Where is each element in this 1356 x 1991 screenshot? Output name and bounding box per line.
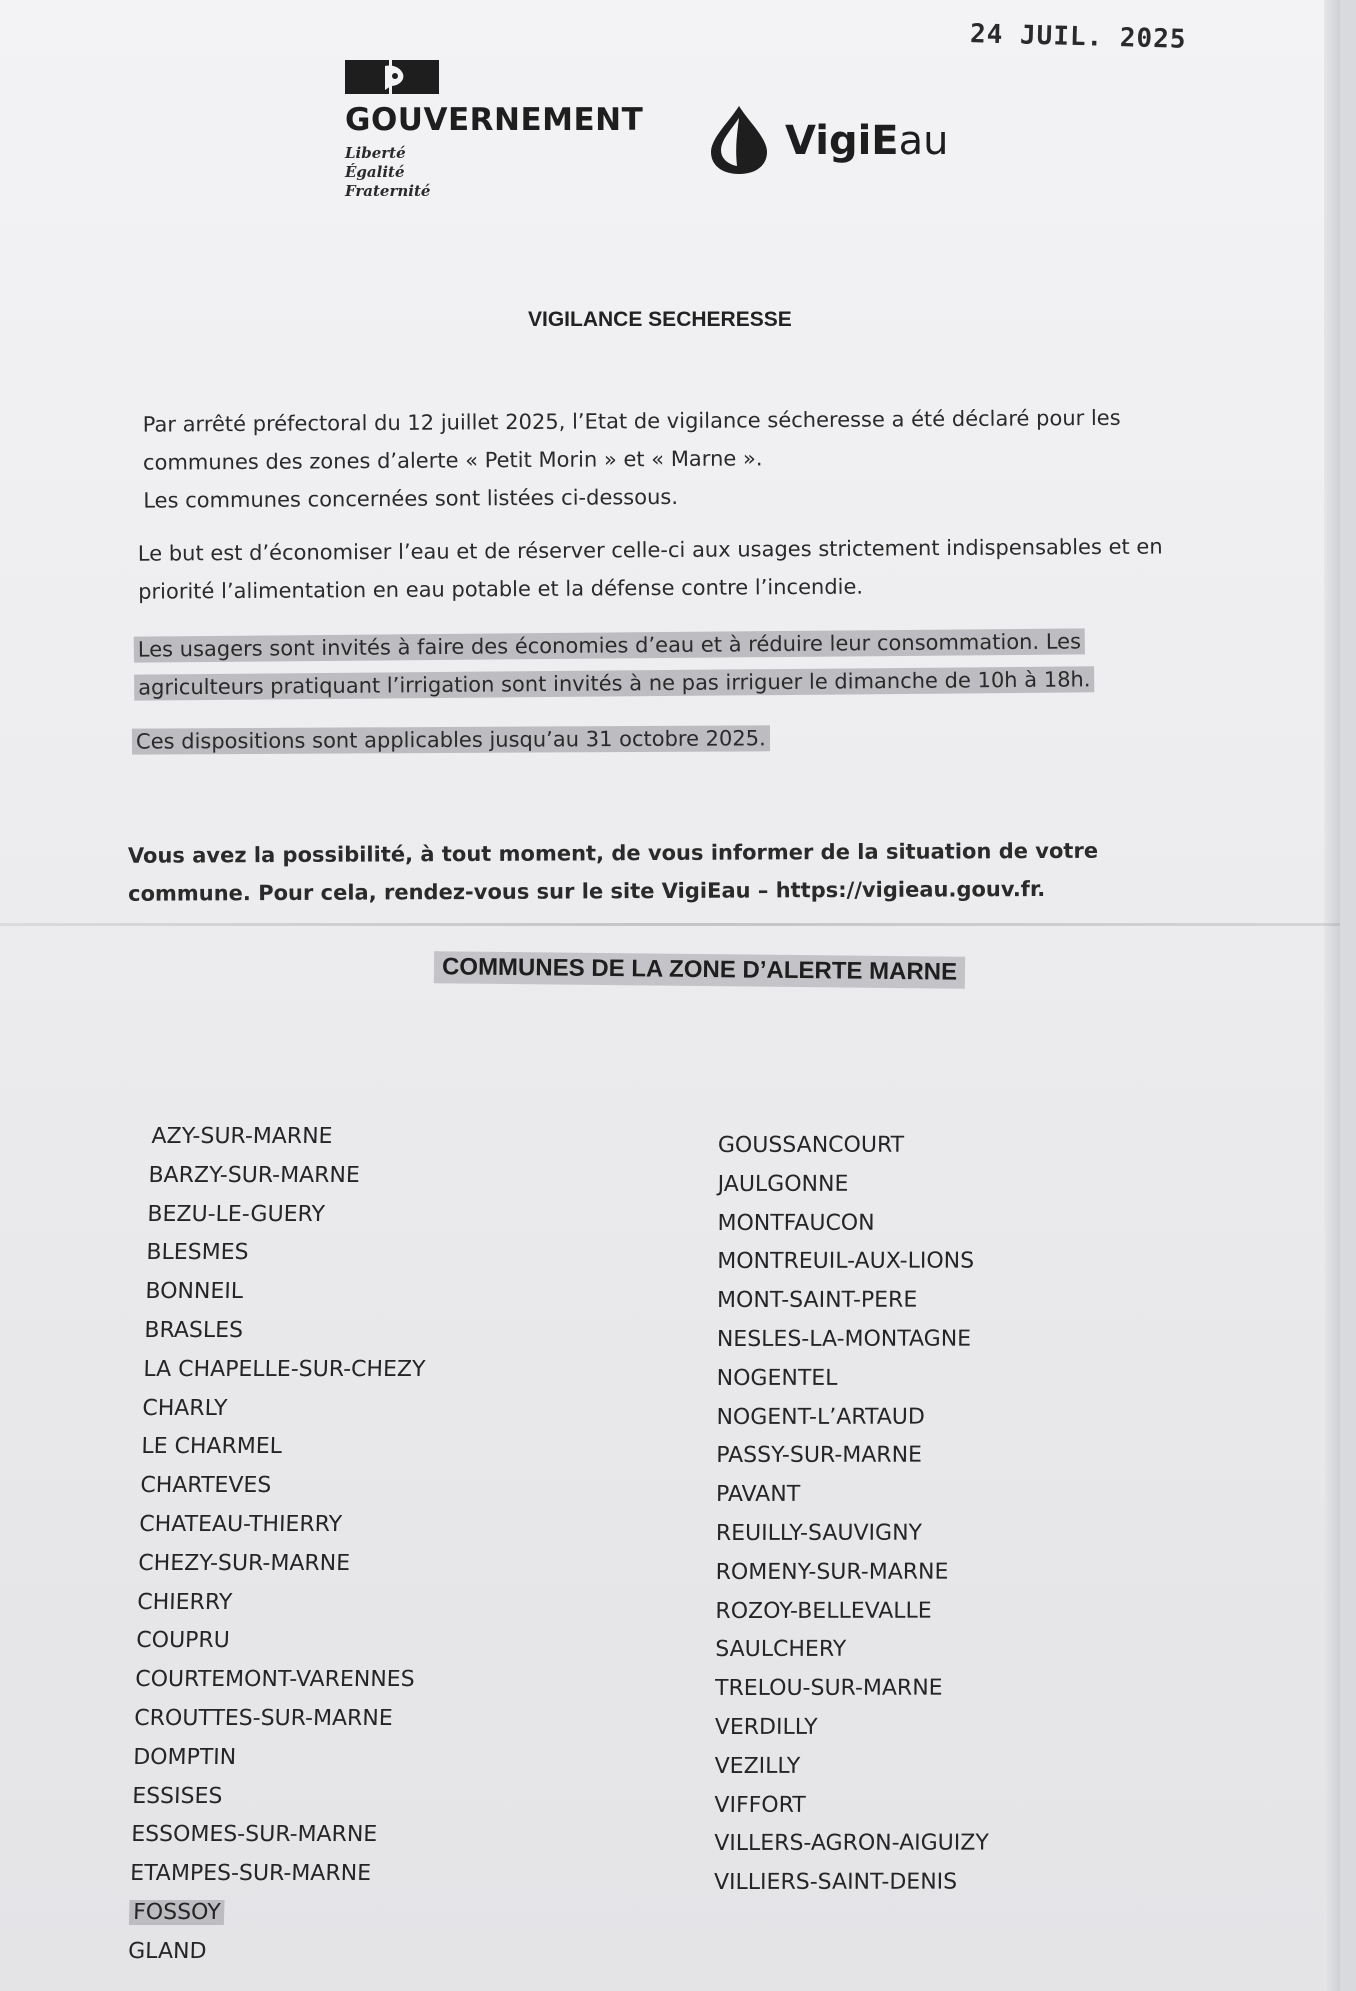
commune-item xyxy=(716,1476,991,1515)
commune-name: BEZU-LE-GUERY xyxy=(147,1201,326,1227)
marianne-icon xyxy=(345,60,439,94)
commune-item xyxy=(716,1398,991,1437)
paragraph-validity-highlighted xyxy=(132,717,1132,760)
commune-name: VEZILLY xyxy=(714,1753,801,1779)
commune-item xyxy=(139,1506,422,1545)
commune-item xyxy=(715,1747,990,1786)
commune-item xyxy=(717,1243,992,1282)
commune-item xyxy=(147,1196,430,1235)
commune-name: CHARLY xyxy=(142,1395,228,1421)
paragraph-info: Vous avez la possibilité, à tout moment, de vous informer de la situation de votre commune. Pour cela, rendez-vous sur le site VigiEau – https://vigieau.gouv.fr. xyxy=(127,838,1099,906)
communes-list-left xyxy=(128,1118,432,1972)
motto-egalite: Égalité xyxy=(345,163,405,181)
commune-item xyxy=(132,1778,415,1817)
commune-item xyxy=(133,1739,416,1778)
commune-name: CHIERRY xyxy=(136,1589,233,1615)
commune-name: LE CHARMEL xyxy=(141,1434,283,1460)
commune-item xyxy=(716,1514,991,1553)
commune-item xyxy=(716,1553,991,1592)
commune-item xyxy=(130,1855,413,1894)
paper-fold xyxy=(0,923,1340,926)
commune-item xyxy=(141,1428,424,1467)
commune-item xyxy=(717,1359,992,1398)
commune-name: ESSISES xyxy=(131,1783,223,1809)
commune-name: NESLES-LA-MONTAGNE xyxy=(716,1326,972,1352)
commune-name: AZY-SUR-MARNE xyxy=(151,1124,333,1149)
commune-name: BARZY-SUR-MARNE xyxy=(148,1162,361,1188)
commune-name: REUILLY-SAUVIGNY xyxy=(715,1520,923,1546)
paragraph-decree xyxy=(143,398,1194,519)
commune-name: MONTREUIL-AUX-LIONS xyxy=(717,1248,975,1275)
commune-item xyxy=(128,1933,411,1972)
commune-item xyxy=(135,1661,418,1700)
commune-item xyxy=(715,1592,990,1631)
commune-item xyxy=(149,1118,432,1157)
commune-name: VIFFORT xyxy=(714,1792,806,1818)
validity-text: Ces dispositions sont applicables jusqu’au 31 octobre 2025. xyxy=(132,725,770,754)
commune-item xyxy=(137,1584,420,1623)
commune-name: MONT-SAINT-PERE xyxy=(717,1287,918,1314)
commune-name: BRASLES xyxy=(144,1317,244,1343)
commune-item xyxy=(134,1700,417,1739)
communes-list-right xyxy=(714,1127,993,1903)
commune-name: LA CHAPELLE-SUR-CHEZY xyxy=(143,1356,426,1382)
commune-name: DOMPTIN xyxy=(132,1744,237,1770)
commune-name: GOUSSANCOURT xyxy=(717,1132,905,1159)
commune-name: VILLIERS-SAINT-DENIS xyxy=(713,1869,958,1896)
commune-item xyxy=(717,1204,992,1243)
paragraph-purpose: Le but est d’économiser l’eau et de réserver celle-ci aux usages strictement indispensables et en priorité l’alimentation en eau potable et la défense contre l’incendie. xyxy=(137,534,1163,604)
commune-item xyxy=(714,1786,989,1825)
commune-name: PASSY-SUR-MARNE xyxy=(716,1443,923,1469)
commune-item xyxy=(131,1816,414,1855)
republic-motto xyxy=(345,144,430,201)
commune-name: BLESMES xyxy=(146,1240,249,1266)
water-drop-icon xyxy=(707,104,771,176)
commune-name: CHEZY-SUR-MARNE xyxy=(138,1550,351,1576)
commune-name: JAULGONNE xyxy=(717,1171,849,1197)
commune-item xyxy=(140,1467,423,1506)
commune-item xyxy=(136,1622,419,1661)
commune-name: MONTFAUCON xyxy=(717,1210,875,1236)
commune-name: CROUTTES-SUR-MARNE xyxy=(133,1705,394,1731)
commune-item xyxy=(715,1670,990,1709)
commune-name: COUPRU xyxy=(135,1628,231,1654)
decree-text: Par arrêté préfectoral du 12 juillet 2025, l’Etat de vigilance sécheresse a été déclaré pour les communes des zones d’alerte « Petit Morin » et « Marne ». xyxy=(142,405,1121,475)
commune-item xyxy=(138,1545,421,1584)
commune-name: ROZOY-BELLEVALLE xyxy=(715,1598,932,1624)
commune-name: CHATEAU-THIERRY xyxy=(139,1511,343,1537)
commune-item xyxy=(146,1234,429,1273)
motto-liberte: Liberté xyxy=(345,144,406,162)
commune-name: NOGENT-L’ARTAUD xyxy=(716,1404,925,1430)
commune-name: GLAND xyxy=(127,1938,207,1964)
commune-name: NOGENTEL xyxy=(716,1365,838,1391)
commune-name: PAVANT xyxy=(716,1482,801,1508)
commune-item xyxy=(714,1864,989,1903)
vigieau-light: au xyxy=(898,118,949,164)
commune-name: FOSSOY xyxy=(129,1900,225,1925)
commune-name: COURTEMONT-VARENNES xyxy=(134,1667,415,1693)
paragraph-users-highlighted xyxy=(134,621,1205,706)
commune-item xyxy=(148,1157,431,1196)
commune-name: VERDILLY xyxy=(714,1714,818,1740)
commune-item xyxy=(718,1127,993,1166)
commune-item xyxy=(718,1165,993,1204)
commune-item xyxy=(717,1282,992,1321)
commune-item xyxy=(714,1825,989,1864)
commune-item xyxy=(143,1351,426,1390)
document-title: VIGILANCE SECHERESSE xyxy=(528,308,792,331)
commune-name: ROMENY-SUR-MARNE xyxy=(715,1559,949,1585)
government-name: GOUVERNEMENT xyxy=(345,102,644,138)
date-stamp: 24 JUIL. 2025 xyxy=(969,19,1187,55)
vigieau-bold: VigiE xyxy=(785,118,899,164)
commune-name: TRELOU-SUR-MARNE xyxy=(714,1675,943,1702)
commune-item xyxy=(715,1708,990,1747)
users-invitation-text: Les usagers sont invités à faire des économies d’eau et à réduire leur consommation. Les agriculteurs pratiquant l’irrigation sont invités à ne pas irriguer le dimanche de 10h à 18h. xyxy=(134,628,1095,700)
commune-item xyxy=(717,1321,992,1360)
commune-item xyxy=(129,1894,412,1933)
commune-name: ETAMPES-SUR-MARNE xyxy=(129,1861,372,1887)
vigieau-wordmark xyxy=(785,118,949,164)
commune-name: BONNEIL xyxy=(145,1279,244,1305)
commune-name: ESSOMES-SUR-MARNE xyxy=(130,1822,378,1848)
commune-item xyxy=(145,1273,428,1312)
commune-item xyxy=(715,1631,990,1670)
commune-item xyxy=(716,1437,991,1476)
commune-item xyxy=(142,1390,425,1429)
communes-listed-text: Les communes concernées sont listées ci-dessous. xyxy=(143,484,679,513)
communes-section-title: COMMUNES DE LA ZONE D’ALERTE MARNE xyxy=(434,951,965,989)
paper-edge xyxy=(1324,0,1340,1991)
commune-name: VILLERS-AGRON-AIGUIZY xyxy=(714,1830,989,1857)
commune-item xyxy=(144,1312,427,1351)
commune-name: SAULCHERY xyxy=(715,1637,847,1663)
commune-name: CHARTEVES xyxy=(140,1473,272,1499)
motto-fraternite: Fraternité xyxy=(345,182,431,200)
